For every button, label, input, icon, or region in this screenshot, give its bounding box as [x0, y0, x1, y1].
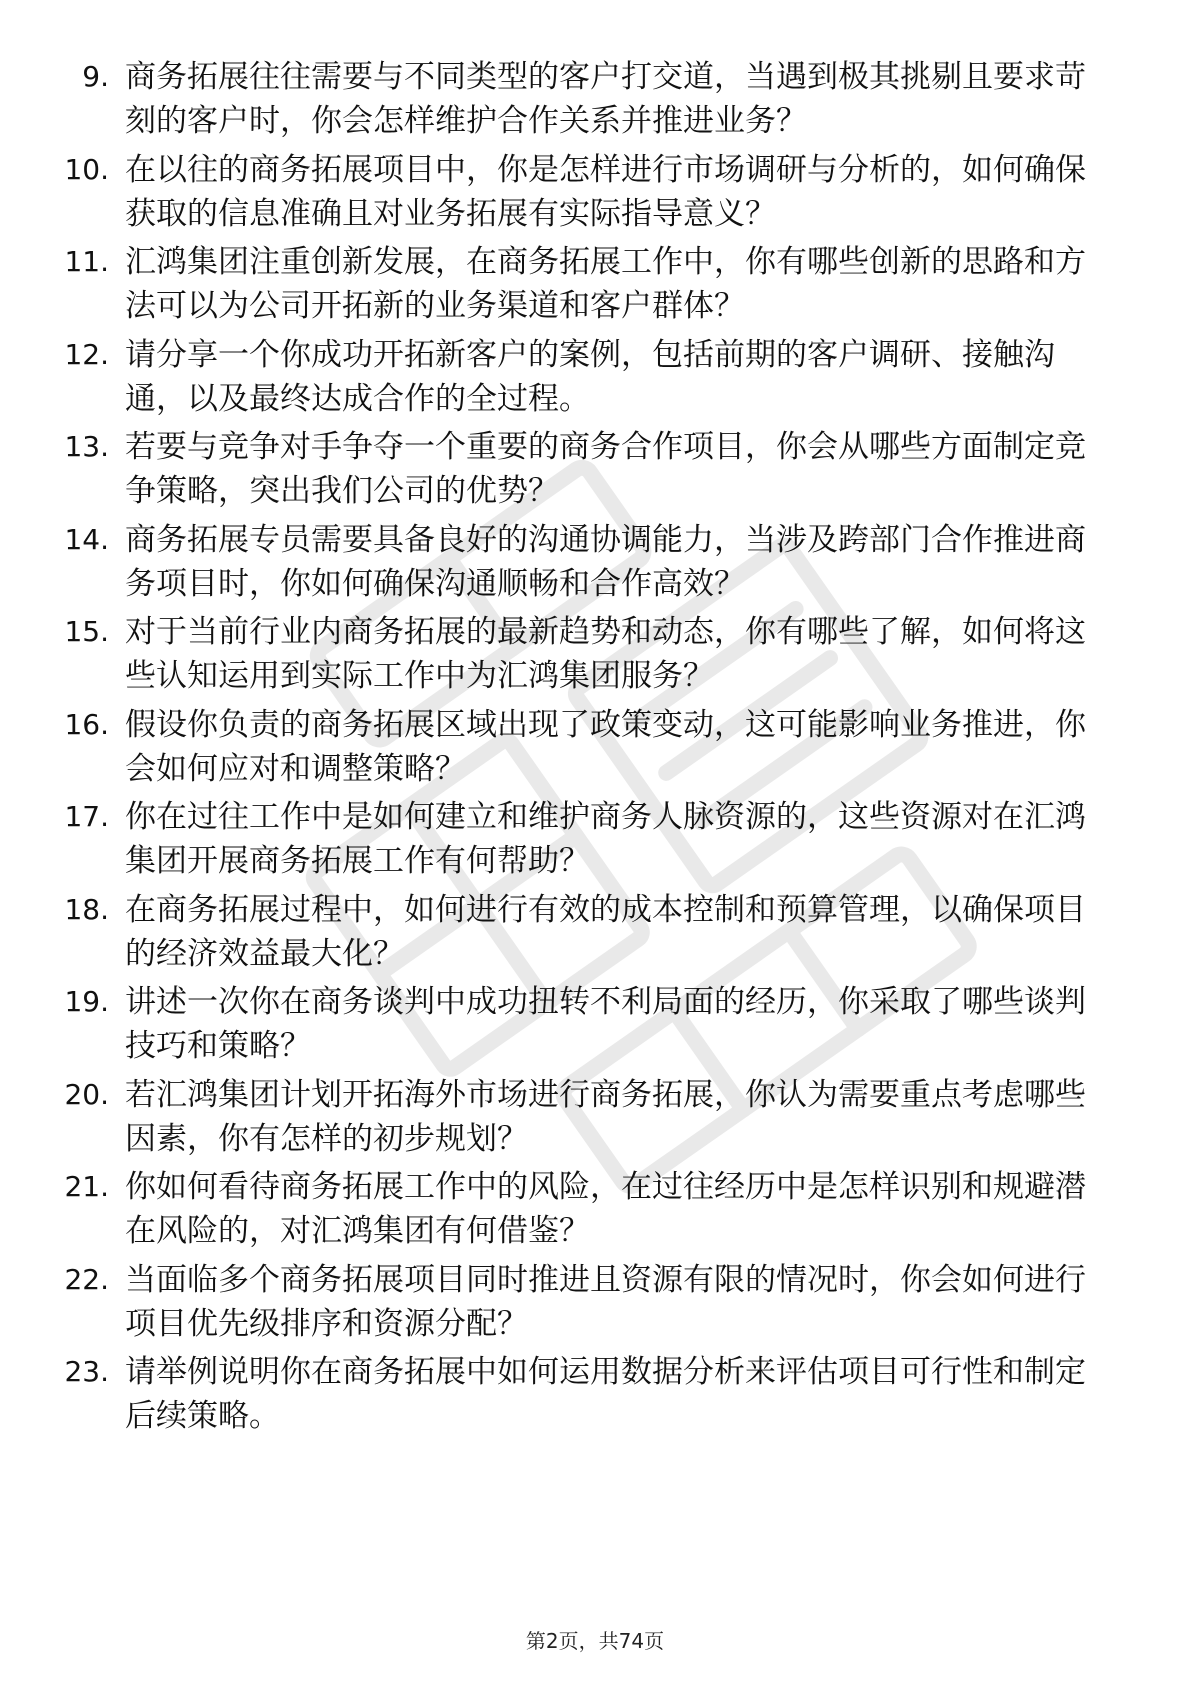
question-number: 20. — [64, 1077, 109, 1111]
question-number: 15. — [64, 615, 109, 648]
page-number-label: 第2页，共74页 — [525, 1629, 665, 1653]
question-number: 17. — [64, 800, 109, 833]
question-item — [0, 510, 1190, 603]
page-footer — [0, 1627, 1190, 1655]
question-text: 你在过往工作中是如何建立和维护商务人脉资源的，这些资源对在汇鸿集团开展商务拓展工作有何帮助？ — [125, 799, 1086, 879]
question-item — [0, 1250, 1190, 1343]
question-item — [0, 1342, 1190, 1435]
question-number: 9. — [82, 60, 109, 93]
question-text: 汇鸿集团注重创新发展，在商务拓展工作中，你有哪些创新的思路和方法可以为公司开拓新的业务渠道和客户群体？ — [125, 244, 1086, 324]
question-number: 11. — [64, 245, 109, 278]
question-number: 21. — [64, 1170, 109, 1203]
question-item — [0, 972, 1190, 1065]
question-number: 10. — [64, 152, 109, 186]
question-number: 19. — [64, 985, 109, 1018]
question-item — [0, 232, 1190, 325]
question-number: 14. — [64, 522, 109, 556]
question-text: 你如何看待商务拓展工作中的风险，在过往经历中是怎样识别和规避潜在风险的，对汇鸿集团有何借鉴？ — [125, 1169, 1086, 1249]
question-text: 若汇鸿集团计划开拓海外市场进行商务拓展，你认为需要重点考虑哪些因素，你有怎样的初步规划？ — [125, 1076, 1086, 1157]
question-number: 22. — [64, 1262, 109, 1296]
question-item — [0, 417, 1190, 510]
question-item — [0, 602, 1190, 695]
question-text: 对于当前行业内商务拓展的最新趋势和动态，你有哪些了解，如何将这些认知运用到实际工作中为汇鸿集团服务？ — [125, 614, 1086, 694]
question-text: 在商务拓展过程中，如何进行有效的成本控制和预算管理，以确保项目的经济效益最大化？ — [125, 891, 1086, 972]
question-item — [0, 325, 1190, 418]
question-item — [0, 695, 1190, 788]
question-text: 在以往的商务拓展项目中，你是怎样进行市场调研与分析的，如何确保获取的信息准确且对业务拓展有实际指导意义？ — [125, 151, 1086, 232]
question-text: 若要与竞争对手争夺一个重要的商务合作项目，你会从哪些方面制定竞争策略，突出我们公司的优势？ — [125, 429, 1086, 509]
question-item — [0, 1065, 1190, 1158]
question-text: 当面临多个商务拓展项目同时推进且资源有限的情况时，你会如何进行项目优先级排序和资源分配？ — [125, 1261, 1086, 1342]
question-text: 请举例说明你在商务拓展中如何运用数据分析来评估项目可行性和制定后续策略。 — [125, 1354, 1086, 1434]
question-item — [0, 140, 1190, 233]
question-item — [0, 47, 1190, 140]
question-number: 18. — [64, 892, 109, 926]
question-text: 讲述一次你在商务谈判中成功扭转不利局面的经历，你采取了哪些谈判技巧和策略？ — [125, 984, 1086, 1064]
question-number: 12. — [64, 337, 109, 371]
question-text: 商务拓展往往需要与不同类型的客户打交道，当遇到极其挑剔且要求苛刻的客户时，你会怎样维护合作关系并推进业务？ — [125, 59, 1086, 139]
question-number: 13. — [64, 430, 109, 463]
question-number: 23. — [64, 1355, 109, 1388]
question-number: 16. — [64, 707, 109, 741]
question-text: 请分享一个你成功开拓新客户的案例，包括前期的客户调研、接触沟通，以及最终达成合作的全过程。 — [125, 336, 1055, 417]
question-item — [0, 787, 1190, 880]
question-list — [0, 47, 1190, 1435]
question-text: 假设你负责的商务拓展区域出现了政策变动，这可能影响业务推进，你会如何应对和调整策略？ — [125, 706, 1086, 787]
question-item — [0, 1157, 1190, 1250]
question-item — [0, 880, 1190, 973]
question-text: 商务拓展专员需要具备良好的沟通协调能力，当涉及跨部门合作推进商务项目时，你如何确保沟通顺畅和合作高效？ — [125, 521, 1086, 602]
